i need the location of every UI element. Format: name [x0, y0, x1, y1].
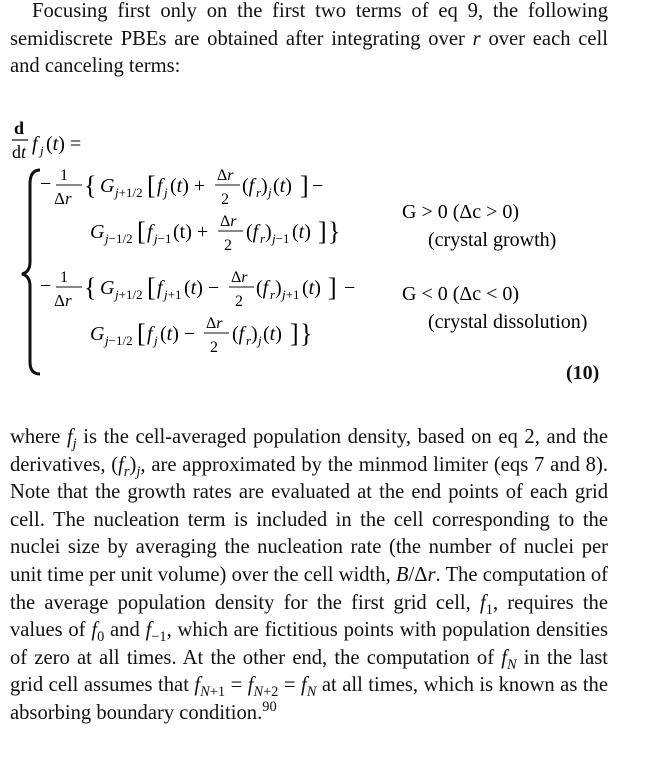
svg-text:G: G	[90, 323, 105, 345]
svg-text:): )	[275, 277, 282, 299]
svg-text:f: f	[157, 277, 163, 299]
svg-text:G: G	[100, 175, 115, 197]
svg-text:−: −	[40, 275, 52, 297]
svg-text:r: r	[260, 231, 266, 246]
svg-text:(f: (f	[242, 175, 255, 197]
svg-text:Δr: Δr	[220, 213, 237, 230]
svg-text:f: f	[32, 133, 38, 155]
svg-text:): )	[251, 323, 258, 345]
svg-text:1: 1	[60, 167, 68, 184]
svg-text:r: r	[246, 333, 252, 348]
svg-text:(t) =: (t) =	[46, 133, 82, 155]
svg-text:f: f	[157, 175, 163, 197]
svg-text:]: ]	[318, 217, 327, 246]
equation-svg	[10, 112, 610, 397]
svg-text:j: j	[268, 185, 272, 200]
svg-text:j+1/2: j+1/2	[115, 185, 143, 200]
svg-text:Δr: Δr	[54, 291, 72, 310]
svg-text:j−1: j−1	[272, 231, 290, 246]
equation-10	[10, 112, 610, 397]
svg-text:Δr: Δr	[231, 269, 248, 286]
svg-text:j: j	[154, 333, 158, 348]
svg-text:j+1: j+1	[282, 287, 300, 302]
svg-text:(f: (f	[256, 277, 269, 299]
svg-text:j: j	[164, 185, 168, 200]
svg-text:]: ]	[290, 319, 299, 348]
svg-text:j+1: j+1	[164, 287, 182, 302]
svg-text:2: 2	[224, 237, 232, 254]
svg-text:}: }	[328, 217, 341, 246]
cases-brace	[22, 170, 40, 374]
svg-text:): )	[261, 175, 268, 197]
svg-text:[: [	[147, 171, 156, 200]
svg-text:r: r	[270, 287, 276, 302]
dissolution-label: (crystal dissolution)	[428, 311, 588, 333]
equation-number: (10)	[566, 362, 600, 384]
svg-text:f: f	[147, 323, 153, 345]
svg-text:j−1/2: j−1/2	[105, 231, 133, 246]
equation-row-3	[40, 269, 355, 310]
svg-text:1: 1	[60, 269, 68, 286]
svg-text:(t) −: (t) −	[160, 323, 196, 345]
svg-text:2: 2	[221, 191, 229, 208]
svg-text:2: 2	[235, 293, 243, 310]
svg-text:(t): (t)	[292, 221, 311, 243]
svg-text:j−1/2: j−1/2	[105, 333, 133, 348]
svg-text:[: [	[137, 319, 146, 348]
svg-text:(f: (f	[232, 323, 245, 345]
svg-text:(t) +: (t) +	[173, 221, 209, 243]
svg-text:f: f	[147, 221, 153, 243]
svg-text:G: G	[100, 277, 115, 299]
svg-text:}: }	[300, 319, 313, 348]
growth-label: (crystal growth)	[428, 229, 557, 251]
outro-paragraph: where $f_j$ is the cell-averaged population density, based on eq 2, and the derivatives, $(f_r)_j$, are approximated by the minmod limiter (eqs 7 and 8). Note that the growth rates are evaluated at the end points of each grid cell. The nucleation term is included in the cell corresponding to the nuclei size by averaging the nucleation rate (the number of nuclei per unit time per unit volume) over the cell width, B/Δr. The computation of the average population density for the first grid cell, $f_1$, requires the values of $f_0$ and $f_{-1}$, which are fictitious points with population densities of zero at all times. At the other end, the computation of $f_N$ in the last grid cell assumes that $f_{N+1} = f_{N+2} = f_N$ at all times, which is known as the absorbing boundary condition.$^{90}$	[10, 426, 609, 724]
svg-text:−: −	[40, 173, 52, 195]
svg-text:G: G	[90, 221, 105, 243]
svg-text:): )	[265, 221, 272, 243]
svg-text:{: {	[84, 273, 97, 302]
svg-text:j: j	[40, 143, 44, 158]
growth-condition: G > 0 (Δc > 0)	[402, 201, 520, 223]
svg-text:2: 2	[210, 339, 218, 356]
svg-text:d: d	[14, 118, 25, 138]
svg-text:Δr: Δr	[206, 315, 223, 332]
svg-text:[: [	[147, 273, 156, 302]
equation-row-2	[90, 213, 340, 254]
intro-paragraph: Focusing first only on the first two terms of eq 9, the following semidiscrete PBEs are obtained after integrating over r over each cell and canceling terms:	[10, 0, 609, 78]
equation-row-4	[90, 315, 312, 356]
svg-text:r: r	[256, 185, 262, 200]
equation-lhs	[12, 118, 81, 162]
svg-text:−: −	[344, 277, 356, 299]
svg-text:Δr: Δr	[54, 189, 72, 208]
svg-text:]: ]	[300, 171, 309, 200]
equation-row-1	[40, 167, 323, 208]
svg-text:−: −	[312, 175, 324, 197]
svg-text:(f: (f	[246, 221, 259, 243]
svg-text:j−1: j−1	[154, 231, 172, 246]
svg-text:(t): (t)	[263, 323, 282, 345]
svg-text:]: ]	[328, 273, 337, 302]
svg-text:(t) −: (t) −	[184, 277, 220, 299]
svg-text:{: {	[84, 171, 97, 200]
svg-text:(t): (t)	[273, 175, 292, 197]
svg-text:(t) +: (t) +	[170, 175, 206, 197]
svg-text:(t): (t)	[302, 277, 321, 299]
dissolution-condition: G < 0 (Δc < 0)	[402, 283, 520, 305]
svg-text:Δr: Δr	[217, 167, 234, 184]
svg-text:dt: dt	[12, 142, 27, 162]
svg-text:j: j	[258, 333, 262, 348]
svg-text:j+1/2: j+1/2	[115, 287, 143, 302]
svg-text:[: [	[137, 217, 146, 246]
